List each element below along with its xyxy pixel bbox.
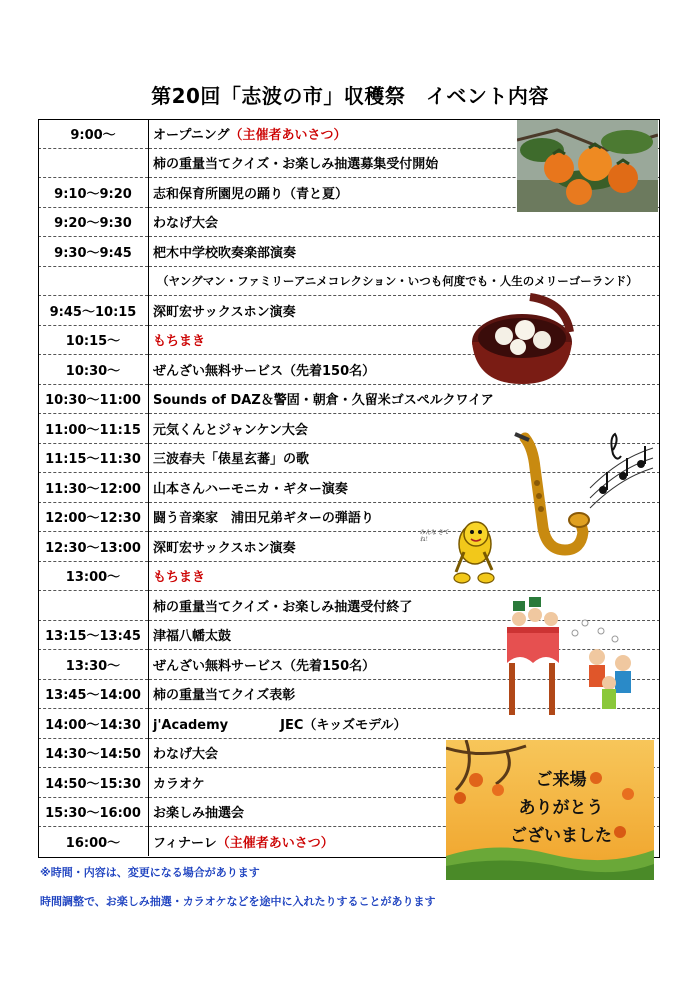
mascot-illustration xyxy=(420,512,500,587)
mascot-caption: みんな きてね！ xyxy=(420,530,450,543)
schedule-row xyxy=(38,237,660,267)
schedule-time: 9:45～10:15 xyxy=(38,296,149,326)
thanks-line: ご来場 xyxy=(535,770,587,790)
event-text: フィナーレ xyxy=(153,835,217,851)
event-text: 津福八幡太鼓 xyxy=(153,629,232,645)
schedule-time: 13:15～13:45 xyxy=(38,620,149,650)
schedule-time: 9:00～ xyxy=(38,119,149,148)
schedule-time: 14:50～15:30 xyxy=(38,768,149,798)
event-text: わなげ大会 xyxy=(153,747,219,763)
schedule-time: 11:15～11:30 xyxy=(38,443,149,473)
event-text: 柿の重量当てクイズ・お楽しみ抽選募集受付開始 xyxy=(153,157,439,173)
schedule-time: 16:00～ xyxy=(38,827,149,856)
event-highlight: もちまき xyxy=(153,570,206,586)
event-text: 闘う音楽家 浦田兄弟ギターの弾語り xyxy=(153,511,374,527)
event-text: お楽しみ抽選会 xyxy=(153,806,245,822)
event-text: オープニング xyxy=(153,127,230,143)
thanks-line: ございました xyxy=(510,826,612,846)
schedule-event xyxy=(149,561,661,591)
schedule-event xyxy=(149,325,661,355)
event-highlight: （主催者あいさつ） xyxy=(216,835,334,851)
thanks-message xyxy=(486,766,636,850)
schedule-event xyxy=(149,237,661,267)
schedule-time: 10:15～ xyxy=(38,325,149,355)
schedule-event xyxy=(149,266,661,296)
schedule-event xyxy=(149,384,661,414)
event-text: 三波春夫「俵星玄蕃」の歌 xyxy=(153,452,310,468)
schedule-time: 10:30～11:00 xyxy=(38,384,149,414)
schedule-time: 14:30～14:50 xyxy=(38,738,149,768)
schedule-time: 13:30～ xyxy=(38,650,149,680)
schedule-event xyxy=(149,355,661,385)
schedule-time: 14:00～14:30 xyxy=(38,709,149,739)
thanks-banner xyxy=(446,740,654,880)
schedule-time: 9:10～9:20 xyxy=(38,178,149,208)
schedule-time: 11:00～11:15 xyxy=(38,414,149,444)
event-text: j'Academy JEC（キッズモデル） xyxy=(153,717,407,733)
schedule-time xyxy=(38,148,149,178)
note-change: ※時間・内容は、変更になる場合があります xyxy=(40,866,260,879)
event-text: 柿の重量当てクイズ表彰 xyxy=(153,688,296,704)
event-text: ぜんざい無料サービス（先着150名） xyxy=(153,658,376,674)
schedule-time: 10:30～ xyxy=(38,355,149,385)
zenzai-bowl-illustration xyxy=(470,292,575,387)
schedule-row xyxy=(38,384,660,414)
event-text: 杷木中学校吹奏楽部演奏 xyxy=(153,245,297,261)
schedule-time: 12:00～12:30 xyxy=(38,502,149,532)
schedule-time: 15:30～16:00 xyxy=(38,797,149,827)
schedule-time xyxy=(38,591,149,621)
mochimaki-illustration xyxy=(505,597,645,717)
schedule-event xyxy=(149,296,661,326)
schedule-time: 13:45～14:00 xyxy=(38,679,149,709)
event-text: 柿の重量当てクイズ・お楽しみ抽選受付終了 xyxy=(153,599,413,615)
schedule-row xyxy=(38,561,660,591)
note-adjustment: 時間調整で、お楽しみ抽選・カラオケなどを途中に入れたりすることがあります xyxy=(40,895,436,908)
event-text: 志和保育所園児の踊り（青と夏） xyxy=(153,186,349,202)
schedule-time: 9:30～9:45 xyxy=(38,237,149,267)
event-text: 深町宏サックスホン演奏 xyxy=(153,540,296,556)
saxophone-illustration xyxy=(495,428,655,563)
thanks-line: ありがとう xyxy=(518,798,604,818)
schedule-time: 12:30～13:00 xyxy=(38,532,149,562)
schedule-time xyxy=(38,266,149,296)
event-text: 深町宏サックスホン演奏 xyxy=(153,304,296,320)
event-text: （ヤングマン・ファミリーアニメコレクション・いつも何度でも・人生のメリーゴーランド） xyxy=(157,273,638,288)
persimmon-photo xyxy=(517,120,658,212)
schedule-time: 11:30～12:00 xyxy=(38,473,149,503)
event-text: Sounds of DAZ＆警固・朝倉・久留米ゴスペルクワイア xyxy=(153,393,494,409)
event-text: わなげ大会 xyxy=(153,216,219,232)
schedule-time: 9:20～9:30 xyxy=(38,207,149,237)
schedule-time: 13:00～ xyxy=(38,561,149,591)
event-text: 元気くんとジャンケン大会 xyxy=(153,422,308,438)
event-highlight: もちまき xyxy=(153,334,206,350)
page-title: 第20回「志波の市」収穫祭 イベント内容 xyxy=(151,84,549,108)
event-text: ぜんざい無料サービス（先着150名） xyxy=(153,363,376,379)
event-highlight: （主催者あいさつ） xyxy=(229,127,347,143)
event-text: カラオケ xyxy=(153,776,205,792)
event-text: 山本さんハーモニカ・ギター演奏 xyxy=(153,481,348,497)
